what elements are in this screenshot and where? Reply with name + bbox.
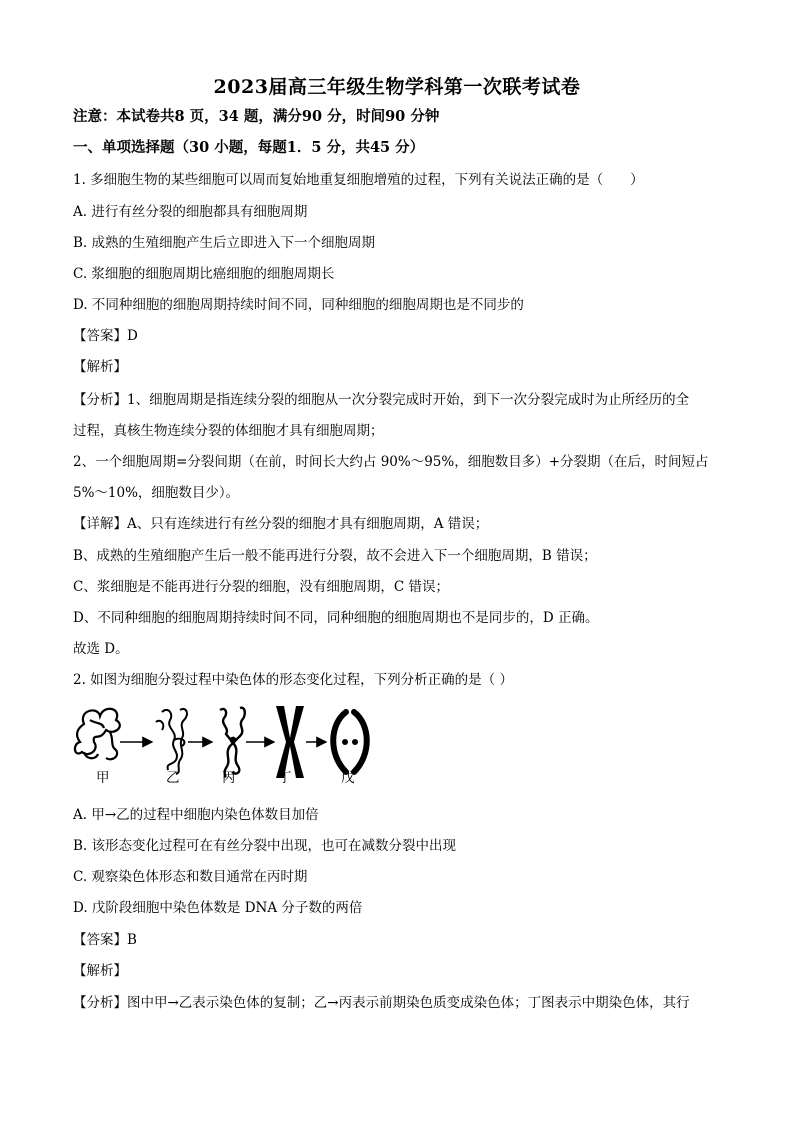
- q2-option-d: D. 戊阶段细胞中染色体数是 DNA 分子数的两倍: [73, 900, 363, 916]
- q1-option-c: C. 浆细胞的细胞周期比癌细胞的细胞周期长: [73, 266, 335, 282]
- exam-notice: 注意：本试卷共8 页，34 题，满分90 分，时间90 分钟: [73, 108, 440, 125]
- q2-analysis-line-1: 【分析】图中甲→乙表示染色体的复制；乙→丙表示前期染色质变成染色体；丁图表示中期染色体，其行: [73, 995, 690, 1011]
- section-heading: 一、单项选择题（30 小题，每题1．5 分，共45 分）: [73, 139, 425, 156]
- label-ding: 丁: [278, 770, 292, 786]
- q2-option-b: B. 该形态变化过程可在有丝分裂中出现，也可在减数分裂中出现: [73, 838, 457, 854]
- q1-option-b: B. 成熟的生殖细胞产生后立即进入下一个细胞周期: [73, 235, 376, 251]
- q1-analysis-line-3: 2、一个细胞周期=分裂间期（在前，时间长大约占 90%～95%，细胞数目多）+分裂期（在后，时间短占: [73, 454, 709, 470]
- chromatin-stage-jia: [75, 709, 120, 760]
- label-bing: 丙: [222, 770, 236, 786]
- q1-option-d: D. 不同种细胞的细胞周期持续时间不同，同种细胞的细胞周期也是不同步的: [73, 297, 524, 313]
- chromosome-diagram: [70, 702, 370, 790]
- q1-conclusion: 故选 D。: [73, 641, 129, 657]
- q1-answer: 【答案】D: [73, 328, 138, 344]
- q1-jiexi: 【解析】: [73, 359, 127, 375]
- q2-option-a: A. 甲→乙的过程中细胞内染色体数目加倍: [73, 807, 319, 823]
- q2-option-c: C. 观察染色体形态和数目通常在丙时期: [73, 869, 308, 885]
- q1-detail-line-2: B、成熟的生殖细胞产生后一般不能再进行分裂，故不会进入下一个细胞周期，B 错误；: [73, 548, 597, 564]
- q1-analysis-line-1: 【分析】1、细胞周期是指连续分裂的细胞从一次分裂完成时开始，到下一次分裂完成时为止所经历的全: [73, 392, 690, 408]
- q1-option-a: A. 进行有丝分裂的细胞都具有细胞周期: [73, 204, 308, 220]
- exam-title: 2023届高三年级生物学科第一次联考试卷: [213, 76, 581, 98]
- q2-stem: 2. 如图为细胞分裂过程中染色体的形态变化过程，下列分析正确的是（ ）: [73, 672, 513, 688]
- chromatin-stage-yi: [156, 709, 187, 774]
- q2-jiexi: 【解析】: [73, 963, 127, 979]
- q1-stem: 1. 多细胞生物的某些细胞可以周而复始地重复细胞增殖的过程，下列有关说法正确的是（ ）: [73, 172, 644, 188]
- q1-detail-line-3: C、浆细胞是不能再进行分裂的细胞，没有细胞周期，C 错误；: [73, 579, 449, 595]
- q1-analysis-line-4: 5%～10%，细胞数目少）。: [73, 485, 240, 501]
- q1-detail-line-1: 【详解】A、只有连续进行有丝分裂的细胞才具有细胞周期，A 错误；: [73, 516, 489, 532]
- chromosome-stage-wu: [333, 712, 367, 772]
- q1-analysis-line-2: 过程，真核生物连续分裂的体细胞才具有细胞周期；: [73, 423, 384, 439]
- label-jia: 甲: [96, 770, 110, 786]
- label-yi: 乙: [166, 770, 180, 786]
- q2-answer: 【答案】B: [73, 932, 137, 948]
- q1-detail-line-4: D、不同种细胞的细胞周期持续时间不同，同种细胞的细胞周期也不是同步的，D 正确。: [73, 610, 599, 626]
- label-wu: 戊: [341, 770, 355, 786]
